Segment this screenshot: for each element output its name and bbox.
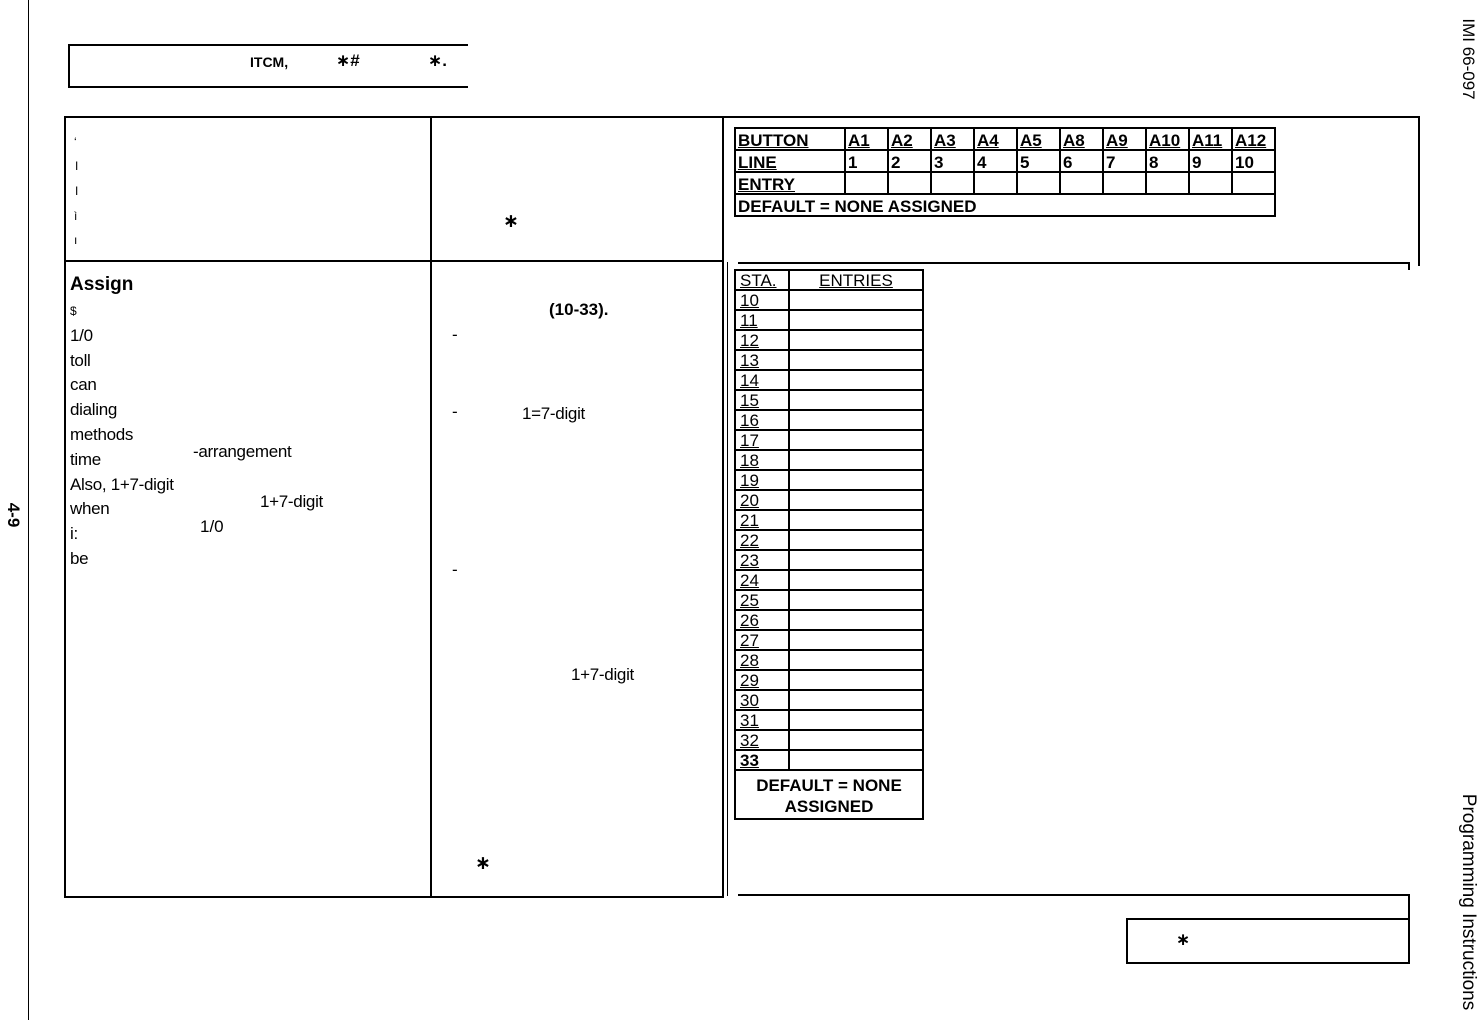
station-entry-cell[interactable] bbox=[789, 370, 923, 390]
entry-cell[interactable] bbox=[1060, 172, 1103, 194]
range-text: (10-33). bbox=[549, 300, 609, 319]
station-entry-cell[interactable] bbox=[789, 610, 923, 630]
station-row bbox=[735, 730, 923, 750]
station-entry-cell[interactable] bbox=[789, 530, 923, 550]
line-cell: 7 bbox=[1103, 150, 1146, 172]
station-number: 25 bbox=[735, 590, 789, 610]
station-row bbox=[735, 710, 923, 730]
bottom-box-star: ∗ bbox=[1176, 930, 1191, 949]
lower-left-lines bbox=[70, 299, 174, 572]
middle-dash: - bbox=[452, 560, 458, 579]
station-row bbox=[735, 290, 923, 310]
station-entry-cell[interactable] bbox=[789, 630, 923, 650]
station-entry-cell[interactable] bbox=[789, 390, 923, 410]
lower-left-line: methods bbox=[70, 424, 134, 444]
left-margin-line bbox=[28, 0, 29, 1020]
arrangement-text: -arrangement bbox=[193, 442, 292, 461]
station-row bbox=[735, 610, 923, 630]
station-entries-table bbox=[734, 269, 924, 820]
station-number: 11 bbox=[735, 310, 789, 330]
station-number: 23 bbox=[735, 550, 789, 570]
entry-cell[interactable] bbox=[845, 172, 888, 194]
station-number: 21 bbox=[735, 510, 789, 530]
lower-left-line: dialing bbox=[70, 400, 118, 420]
assign-heading: Assign bbox=[70, 274, 134, 295]
button-cell: A9 bbox=[1103, 128, 1146, 150]
station-row bbox=[735, 510, 923, 530]
column-divider-2b bbox=[727, 262, 728, 896]
middle-star: ∗ bbox=[475, 853, 491, 874]
default-row bbox=[735, 194, 1275, 216]
station-number: 33 bbox=[735, 750, 789, 770]
station-number: 14 bbox=[735, 370, 789, 390]
bottom-box-left bbox=[1126, 918, 1128, 964]
line-cell: 1 bbox=[845, 150, 888, 172]
column-divider-2 bbox=[722, 116, 724, 896]
station-row bbox=[735, 630, 923, 650]
upper-left-fragment: I bbox=[75, 184, 79, 198]
left-1p7-digit: 1+7-digit bbox=[260, 492, 323, 511]
button-cell: A12 bbox=[1232, 128, 1275, 150]
button-assignment-table bbox=[734, 127, 1276, 217]
section-title: Programming Instructions bbox=[1458, 793, 1479, 1011]
right-bottom-line bbox=[738, 894, 1410, 896]
entry-cell[interactable] bbox=[1017, 172, 1060, 194]
button-default-note: DEFAULT = NONE ASSIGNED bbox=[735, 194, 1275, 216]
station-rows bbox=[735, 290, 923, 770]
page-number: 4-9 bbox=[4, 502, 23, 528]
sta-header: STA. bbox=[735, 270, 789, 290]
top-star-dot-text: ∗. bbox=[428, 51, 447, 70]
right-lower-edge bbox=[1408, 262, 1410, 270]
top-itcm-text: ITCM, bbox=[250, 54, 289, 70]
bottom-box-bottom bbox=[1126, 962, 1410, 964]
entry-cell[interactable] bbox=[1189, 172, 1232, 194]
lower-left-line: $ bbox=[70, 304, 77, 318]
station-entry-cell[interactable] bbox=[789, 510, 923, 530]
button-cell: A1 bbox=[845, 128, 888, 150]
station-row bbox=[735, 590, 923, 610]
lower-left-line: be bbox=[70, 548, 89, 568]
station-row bbox=[735, 390, 923, 410]
station-number: 22 bbox=[735, 530, 789, 550]
station-entry-cell[interactable] bbox=[789, 310, 923, 330]
station-entry-cell[interactable] bbox=[789, 590, 923, 610]
station-number: 16 bbox=[735, 410, 789, 430]
entries-header: ENTRIES bbox=[789, 270, 923, 290]
button-cell: A4 bbox=[974, 128, 1017, 150]
station-number: 29 bbox=[735, 670, 789, 690]
station-number: 32 bbox=[735, 730, 789, 750]
station-entry-cell[interactable] bbox=[789, 350, 923, 370]
station-row bbox=[735, 670, 923, 690]
lower-left-line: toll bbox=[70, 350, 91, 370]
station-row bbox=[735, 650, 923, 670]
button-row bbox=[735, 128, 1275, 150]
station-number: 30 bbox=[735, 690, 789, 710]
digit7-text: 1=7-digit bbox=[522, 404, 585, 423]
line-label: LINE bbox=[735, 150, 845, 172]
button-cell: A5 bbox=[1017, 128, 1060, 150]
station-number: 28 bbox=[735, 650, 789, 670]
upper-left-fragment: ì bbox=[74, 209, 78, 223]
column-divider-1 bbox=[430, 116, 432, 896]
middle-dash: - bbox=[452, 402, 458, 421]
line-cell: 8 bbox=[1146, 150, 1189, 172]
station-entry-cell[interactable] bbox=[789, 550, 923, 570]
station-entry-cell[interactable] bbox=[789, 290, 923, 310]
station-number: 13 bbox=[735, 350, 789, 370]
line-cell: 9 bbox=[1189, 150, 1232, 172]
station-number: 18 bbox=[735, 450, 789, 470]
station-default-note bbox=[735, 770, 923, 819]
station-entry-cell[interactable] bbox=[789, 430, 923, 450]
station-entry-cell[interactable] bbox=[789, 690, 923, 710]
entry-row bbox=[735, 172, 1275, 194]
middle-dash: - bbox=[452, 325, 458, 344]
station-number: 15 bbox=[735, 390, 789, 410]
station-entry-cell[interactable] bbox=[789, 470, 923, 490]
station-number: 27 bbox=[735, 630, 789, 650]
station-row bbox=[735, 550, 923, 570]
station-row bbox=[735, 330, 923, 350]
button-label: BUTTON bbox=[735, 128, 845, 150]
station-entry-cell[interactable] bbox=[789, 490, 923, 510]
station-number: 17 bbox=[735, 430, 789, 450]
station-row bbox=[735, 750, 923, 770]
station-row bbox=[735, 530, 923, 550]
left-1o0: 1/0 bbox=[200, 517, 224, 536]
station-number: 10 bbox=[735, 290, 789, 310]
lower-left-line: can bbox=[70, 375, 97, 395]
station-entry-cell[interactable] bbox=[789, 570, 923, 590]
button-cell: A8 bbox=[1060, 128, 1103, 150]
lower-left-line: when bbox=[70, 499, 110, 519]
line-cell: 10 bbox=[1232, 150, 1275, 172]
station-entry-cell[interactable] bbox=[789, 670, 923, 690]
upper-left-fragment: I bbox=[75, 159, 79, 173]
station-default-line: DEFAULT = NONE bbox=[756, 776, 902, 795]
lower-left-line: 1/0 bbox=[70, 325, 93, 345]
button-cell: A2 bbox=[888, 128, 931, 150]
lower-left-line: Also, 1+7-digit bbox=[70, 474, 174, 494]
line-cell: 6 bbox=[1060, 150, 1103, 172]
upper-left-fragment: ı bbox=[74, 233, 78, 247]
station-number: 26 bbox=[735, 610, 789, 630]
station-entry-cell[interactable] bbox=[789, 330, 923, 350]
right-top-line bbox=[722, 116, 1420, 118]
station-default-line: ASSIGNED bbox=[784, 797, 874, 817]
line-cell: 3 bbox=[931, 150, 974, 172]
entry-cell[interactable] bbox=[888, 172, 931, 194]
lower-left-line: i: bbox=[70, 524, 78, 544]
station-entry-cell[interactable] bbox=[789, 410, 923, 430]
station-entry-cell[interactable] bbox=[789, 650, 923, 670]
button-cell: A3 bbox=[931, 128, 974, 150]
entry-cell[interactable] bbox=[974, 172, 1017, 194]
bottom-box-top bbox=[1126, 918, 1410, 920]
station-row bbox=[735, 410, 923, 430]
station-row bbox=[735, 310, 923, 330]
station-entry-cell[interactable] bbox=[789, 730, 923, 750]
station-entry-cell[interactable] bbox=[789, 450, 923, 470]
station-row bbox=[735, 450, 923, 470]
entry-cell[interactable] bbox=[1103, 172, 1146, 194]
station-header-row bbox=[735, 270, 923, 290]
line-cell: 2 bbox=[888, 150, 931, 172]
button-cell: A10 bbox=[1146, 128, 1189, 150]
entry-label: ENTRY bbox=[735, 172, 845, 194]
station-default-row bbox=[735, 770, 923, 819]
line-cell: 5 bbox=[1017, 150, 1060, 172]
station-row bbox=[735, 490, 923, 510]
station-row bbox=[735, 370, 923, 390]
line-cell: 4 bbox=[974, 150, 1017, 172]
entry-cell[interactable] bbox=[1232, 172, 1275, 194]
station-row bbox=[735, 430, 923, 450]
station-row bbox=[735, 350, 923, 370]
station-number: 19 bbox=[735, 470, 789, 490]
digit1p7-text: 1+7-digit bbox=[571, 665, 634, 684]
right-mid-line bbox=[738, 262, 1410, 264]
station-entry-cell[interactable] bbox=[789, 750, 923, 770]
station-entry-cell[interactable] bbox=[789, 710, 923, 730]
doc-number: IMI 66-097 bbox=[1459, 18, 1478, 100]
upper-row-divider bbox=[64, 260, 724, 262]
station-row bbox=[735, 470, 923, 490]
station-row bbox=[735, 690, 923, 710]
top-star-hash-text: ∗# bbox=[336, 51, 360, 70]
station-number: 24 bbox=[735, 570, 789, 590]
station-number: 12 bbox=[735, 330, 789, 350]
upper-middle-star: ∗ bbox=[503, 211, 519, 232]
station-number: 31 bbox=[735, 710, 789, 730]
upper-left-fragment: ‘ bbox=[74, 135, 77, 149]
lower-left-line: time bbox=[70, 449, 101, 469]
right-edge-line bbox=[1418, 116, 1420, 266]
entry-cell[interactable] bbox=[931, 172, 974, 194]
right-bottom-edge bbox=[1408, 894, 1410, 964]
station-row bbox=[735, 570, 923, 590]
entry-cell[interactable] bbox=[1146, 172, 1189, 194]
line-row bbox=[735, 150, 1275, 172]
button-cell: A11 bbox=[1189, 128, 1232, 150]
station-number: 20 bbox=[735, 490, 789, 510]
